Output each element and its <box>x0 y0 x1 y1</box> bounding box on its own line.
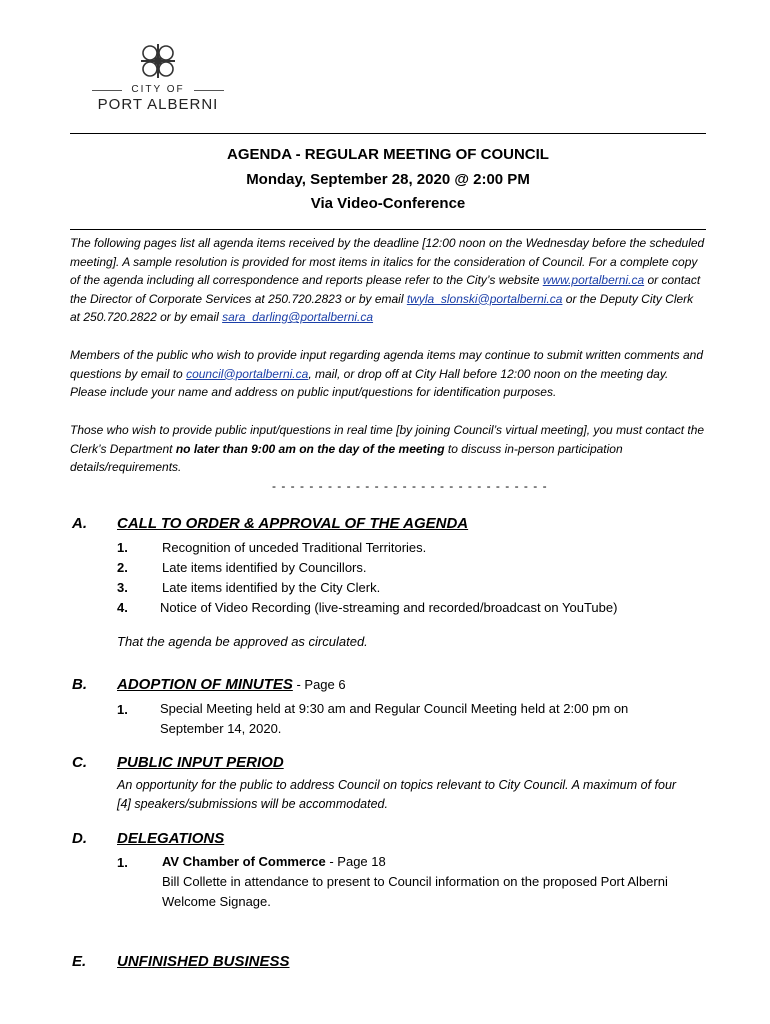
item-d1-page: - Page 18 <box>325 854 386 869</box>
item-a4-number: 4. <box>117 600 128 615</box>
intro-paragraph-1: The following pages list all agenda items received by the deadline [12:00 noon on the Wednesday before the scheduled meeting]. A sample resolution is provided for most items in italics for the consideration of Council. For a complete copy of the agenda including all correspondence and reports please refer to the City’s website www.portalberni.ca or contact the Director of Corporate Services at 250.720.2823 or by email twyla_slonski@portalberni.ca or the Deputy City Clerk at 250.720.2822 or by email sara_darling@portalberni.ca <box>70 236 705 324</box>
section-a-title: CALL TO ORDER & APPROVAL OF THE AGENDA <box>117 515 469 532</box>
intro-paragraph-2: Members of the public who wish to provide input regarding agenda items may continue to submit written comments and questions by email to council@portalberni.ca, mail, or drop off at City Hall before 12:00 noon on the meeting day. Please include your name and address on public input/questions for identification purposes. <box>70 348 703 399</box>
item-d1-heading <box>162 852 386 872</box>
item-d1-title: AV Chamber of Commerce <box>162 854 326 869</box>
email-link-council[interactable]: council@portalberni.ca <box>186 366 309 381</box>
item-d1-text: Bill Collette in attendance to present to Council information on the proposed Port Alberni Welcome Signage. <box>162 874 668 909</box>
section-c-text: An opportunity for the public to address Council on topics relevant to City Council. A maximum of four [4] speakers/submissions will be accommodated. <box>117 778 677 811</box>
agenda-title: AGENDA - REGULAR MEETING OF COUNCIL <box>227 146 549 163</box>
item-a4-text: Notice of Video Recording (live-streaming and recorded/broadcast on YouTube) <box>160 600 618 615</box>
intro-paragraph-3: Those who wish to provide public input/questions in real time [by joining Council’s virtual meeting], you must contact the Clerk’s Department no later than 9:00 am on the day of the meeting to discuss in-person participation details/requirements. <box>70 423 705 474</box>
logo-city-name: PORT ALBERNI <box>97 96 219 113</box>
section-b-title: ADOPTION OF MINUTES <box>117 676 293 693</box>
item-a2-number: 2. <box>117 560 128 575</box>
section-e-letter: E. <box>72 953 87 970</box>
section-b-heading <box>117 676 346 693</box>
logo-city-of: CITY OF <box>88 84 228 95</box>
section-a-letter: A. <box>72 515 87 532</box>
section-d-letter: D. <box>72 830 87 847</box>
section-b-page: - Page 6 <box>292 677 346 692</box>
meeting-venue: Via Video-Conference <box>310 195 466 212</box>
item-b1-number: 1. <box>117 702 128 717</box>
section-e-title: UNFINISHED BUSINESS <box>117 953 290 970</box>
city-logo <box>88 40 228 115</box>
item-b1-text: Special Meeting held at 9:30 am and Regular Council Meeting held at 2:00 pm on September 14, 2020. <box>160 701 629 736</box>
section-c-letter: C. <box>72 754 87 771</box>
separator: - - - - - - - - - - - - - - - - - - - - - - - - - - - - - - <box>272 479 548 493</box>
item-a1-number: 1. <box>117 540 128 555</box>
item-d1-number: 1. <box>117 855 128 870</box>
section-b-letter: B. <box>72 676 87 693</box>
city-emblem-icon <box>136 40 180 82</box>
item-a3-text: Late items identified by the City Clerk. <box>162 580 381 595</box>
item-a1-text: Recognition of unceded Traditional Territories. <box>162 540 427 555</box>
section-c-title: PUBLIC INPUT PERIOD <box>117 754 284 771</box>
email-link-deputy-clerk[interactable]: sara_darling@portalberni.ca <box>222 310 374 324</box>
item-a2-text: Late items identified by Councillors. <box>162 560 367 575</box>
header-rule <box>70 229 706 230</box>
top-rule <box>70 133 706 134</box>
website-link[interactable]: www.portalberni.ca <box>542 273 645 287</box>
meeting-date: Monday, September 28, 2020 @ 2:00 PM <box>246 171 530 188</box>
section-d-title: DELEGATIONS <box>117 830 225 847</box>
item-a3-number: 3. <box>117 580 128 595</box>
email-link-corporate-services[interactable]: twyla_slonski@portalberni.ca <box>406 291 563 306</box>
section-a-resolution: That the agenda be approved as circulated. <box>117 634 368 649</box>
